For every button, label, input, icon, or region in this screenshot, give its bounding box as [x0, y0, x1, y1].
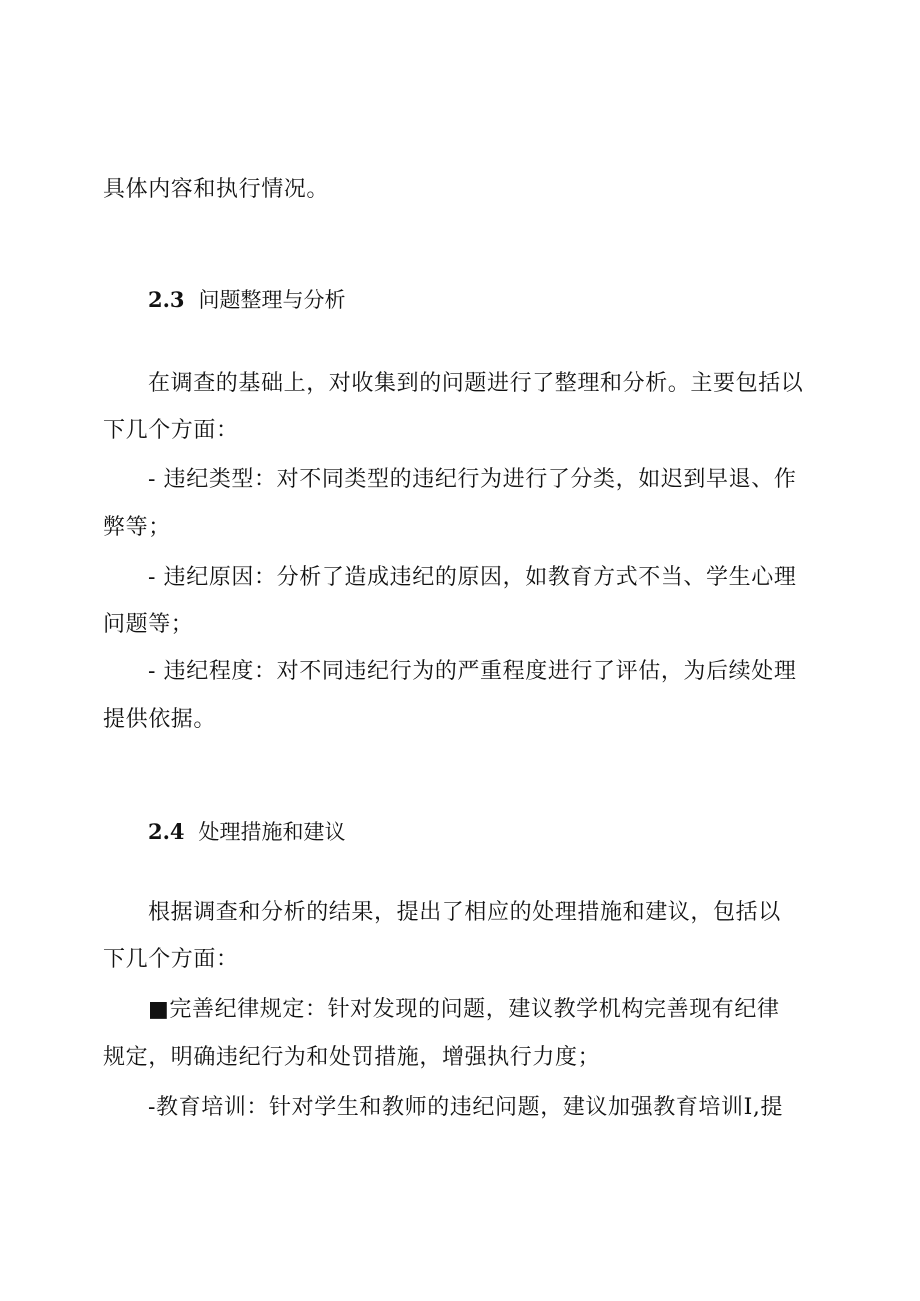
section-title: 处理措施和建议	[198, 820, 346, 844]
list-item-line: -教育培训：针对学生和教师的违纪问题，建议加强教育培训Ⅰ,提	[148, 1095, 784, 1120]
paragraph-line: 下几个方面：	[103, 418, 239, 443]
list-item-line: ■完善纪律规定：针对发现的问题，建议教学机构完善现有纪律	[148, 997, 780, 1022]
list-item-line: 规定，明确违纪行为和处罚措施，增强执行力度；	[103, 1045, 601, 1070]
section-number: 2.3	[148, 287, 185, 312]
list-item-line: - 违纪程度：对不同违纪行为的严重程度进行了评估，为后续处理	[148, 659, 797, 684]
list-item-line: - 违纪类型：对不同类型的违纪行为进行了分类，如迟到早退、作	[148, 467, 797, 492]
paragraph-line: 在调查的基础上，对收集到的问题进行了整理和分析。主要包括以	[148, 371, 804, 396]
list-item-line: - 违纪原因：分析了造成违纪的原因，如教育方式不当、学生心理	[148, 565, 797, 590]
section-number: 2.4	[148, 819, 185, 844]
intro-line: 具体内容和执行情况。	[103, 177, 330, 202]
section-heading-2-4	[148, 817, 346, 847]
section-title: 问题整理与分析	[198, 288, 346, 312]
section-heading-2-3	[148, 285, 346, 315]
list-item-line: 问题等；	[103, 612, 194, 637]
paragraph-line: 下几个方面：	[103, 947, 239, 972]
paragraph-line: 根据调查和分析的结果，提出了相应的处理措施和建议，包括以	[148, 900, 781, 925]
list-item-line: 提供依据。	[103, 707, 217, 732]
list-item-line: 弊等；	[103, 515, 171, 540]
